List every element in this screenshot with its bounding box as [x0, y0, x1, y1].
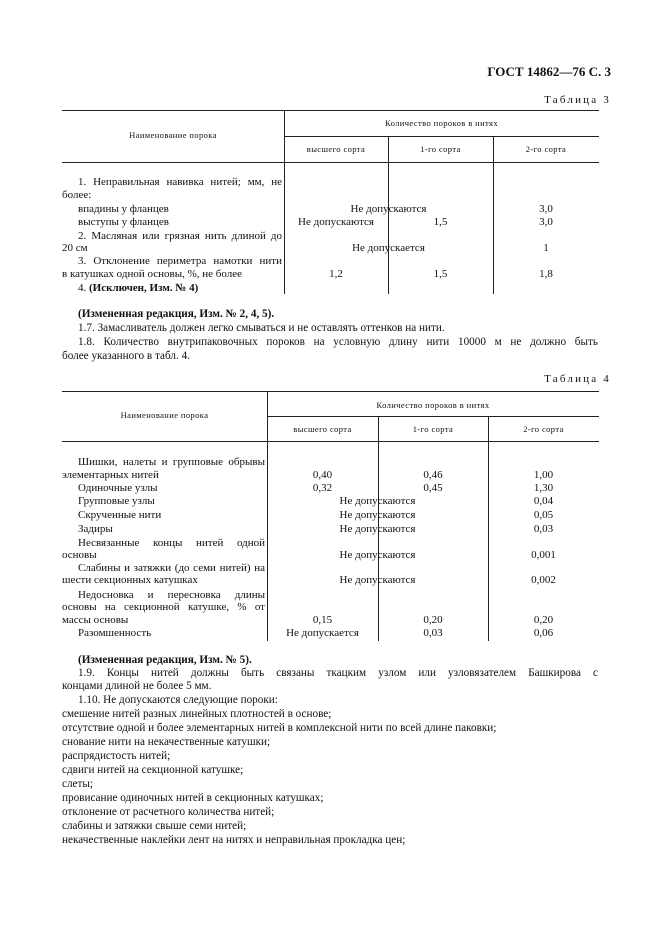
merged-cell: Не допускаются [350, 203, 427, 215]
list-item: распрядистость нитей; [62, 750, 171, 762]
list-item: сдвиги нитей на секционной катушке; [62, 764, 244, 776]
table-3-col-first: 1-го сорта [420, 144, 461, 154]
table-3-col-second: 2-го сорта [525, 144, 567, 154]
table-3-col-group: Количество пороков в нитях [384, 118, 499, 128]
row-name: 2. Масляная или грязная нить длиной до [78, 230, 282, 242]
table-4-col-group: Количество пороков в нитях [376, 400, 490, 410]
cell-second: 1,30 [533, 482, 554, 494]
cell-second: 0,001 [531, 549, 556, 561]
cell-high: 0,32 [312, 482, 333, 494]
table-3-col-high: высшего сорта [306, 144, 366, 154]
merged-cell: Не допускаются [339, 495, 416, 507]
row-name: элементарных нитей [62, 469, 159, 481]
clause-1-9-cont: концами длиной не более 5 мм. [62, 680, 212, 692]
cell-high: Не допускается [286, 627, 359, 639]
row-name: в катушках одной основы, %, не более [62, 268, 242, 280]
row-name: впадины у фланцев [78, 203, 169, 215]
list-item: провисание одиночных нитей в секционных катушках; [62, 792, 324, 804]
merged-cell: Не допускаются [339, 574, 416, 586]
list-item: слабины и затяжки свыше семи нитей; [62, 820, 247, 832]
cell-high: 0,40 [312, 469, 333, 481]
cell-second: 1,00 [533, 469, 554, 481]
table-3-top-rule [62, 110, 599, 111]
table-4-top-rule [62, 391, 599, 392]
row-name [78, 282, 198, 294]
table-3-col-name: Наименование порока [129, 130, 217, 140]
merged-cell: Не допускаются [339, 523, 416, 535]
cell-high: Не допускаются [298, 216, 374, 228]
row-name: массы основы [62, 614, 129, 626]
table-4-col-second: 2-го сорта [523, 424, 564, 434]
row-name: Скрученные нити [78, 509, 162, 521]
cell-first: 0,03 [423, 627, 443, 639]
clause-1-8-cont: более указанного в табл. 4. [62, 350, 190, 362]
cell-second: 0,04 [533, 495, 554, 507]
table-3-title: Таблица 3 [544, 94, 611, 106]
cell-second: 3,0 [539, 216, 553, 228]
cell-first: 1,5 [433, 216, 448, 228]
row-name: Слабины и затяжки (до семи нитей) на [78, 562, 265, 574]
clause-1-9: 1.9. Концы нитей должны быть связаны ткацким узлом или узловязателем Башкирова с [78, 667, 598, 679]
list-item: слеты; [62, 778, 94, 790]
cell-first: 1,5 [433, 268, 448, 280]
table-4-title: Таблица 4 [544, 373, 611, 385]
cell-second: 0,002 [531, 574, 556, 586]
clause-1-7: 1.7. Замасливатель должен легко смываться и не оставлять оттенков на нити. [78, 322, 445, 334]
row-name: шести секционных катушках [62, 574, 198, 586]
list-item: снование нити на некачественные катушки; [62, 736, 271, 748]
table-3-group-rule [284, 136, 599, 137]
merged-cell: Не допускаются [339, 509, 416, 521]
row-name: Недосновка и пересновка длины [78, 589, 265, 601]
merged-cell: Не допускаются [339, 549, 416, 561]
row-name: 3. Отклонение периметра намотки нити [78, 255, 282, 267]
row-excluded-note: (Исключен, Изм. № 4) [89, 282, 199, 294]
table-4-col-name: Наименование порока [120, 410, 209, 420]
cell-high: 0,15 [312, 614, 333, 626]
row-name: Несвязанные концы нитей одной [78, 537, 265, 549]
clause-1-8: 1.8. Количество внутрипаковочных пороков на условную длину нити 10000 м не должно быть [78, 336, 598, 348]
row-name: Разомшенность [78, 627, 152, 639]
cell-first: 0,45 [423, 482, 443, 494]
row-name: основы [62, 549, 97, 561]
modification-note: (Измененная редакция, Изм. № 5). [78, 654, 252, 666]
row-name: 1. Неправильная навивка нитей; мм, не [78, 176, 282, 188]
merged-cell: Не допускается [352, 242, 425, 254]
list-item: отклонение от расчетного количества нитей; [62, 806, 275, 818]
table-4-col-first: 1-го сорта [412, 424, 454, 434]
row-name: Групповые узлы [78, 495, 155, 507]
cell-first: 0,20 [423, 614, 443, 626]
list-item: смешение нитей разных линейных плотностей в основе; [62, 708, 332, 720]
row-name: Одиночные узлы [78, 482, 158, 494]
cell-second: 0,20 [533, 614, 554, 626]
row-name: Шишки, налеты и групповые обрывы [78, 456, 265, 468]
row-name: Задиры [78, 523, 113, 535]
cell-second: 0,03 [533, 523, 554, 535]
cell-second: 0,05 [533, 509, 554, 521]
modification-note: (Измененная редакция, Изм. № 2, 4, 5). [78, 308, 275, 320]
table-3-header-rule [62, 162, 599, 163]
cell-first: 0,46 [423, 469, 443, 481]
table-3-divider [284, 110, 285, 294]
row-name: выступы у фланцев [78, 216, 169, 228]
row-name: 20 см [62, 242, 88, 254]
list-item: отсутствие одной и более элементарных нитей в комплексной нити по всей длине паковки; [62, 722, 497, 734]
cell-second: 0,06 [533, 627, 554, 639]
row-number: 4. [78, 282, 87, 294]
page-header: ГОСТ 14862—76 С. 3 [487, 64, 611, 79]
cell-second: 3,0 [539, 203, 553, 215]
cell-second: 1,8 [539, 268, 553, 280]
table-4-header-rule [62, 441, 599, 442]
table-4-group-rule [267, 416, 599, 417]
row-name: более: [62, 189, 92, 201]
cell-high: 1,2 [329, 268, 343, 280]
table-4-col-high: высшего сорта [293, 424, 352, 434]
cell-second: 1 [543, 242, 549, 254]
list-item: некачественные наклейки лент на нитях и неправильная прокладка цен; [62, 834, 406, 846]
clause-1-10: 1.10. Не допускаются следующие пороки: [78, 694, 278, 706]
row-name: основы на секционной катушке, % от [62, 601, 265, 613]
